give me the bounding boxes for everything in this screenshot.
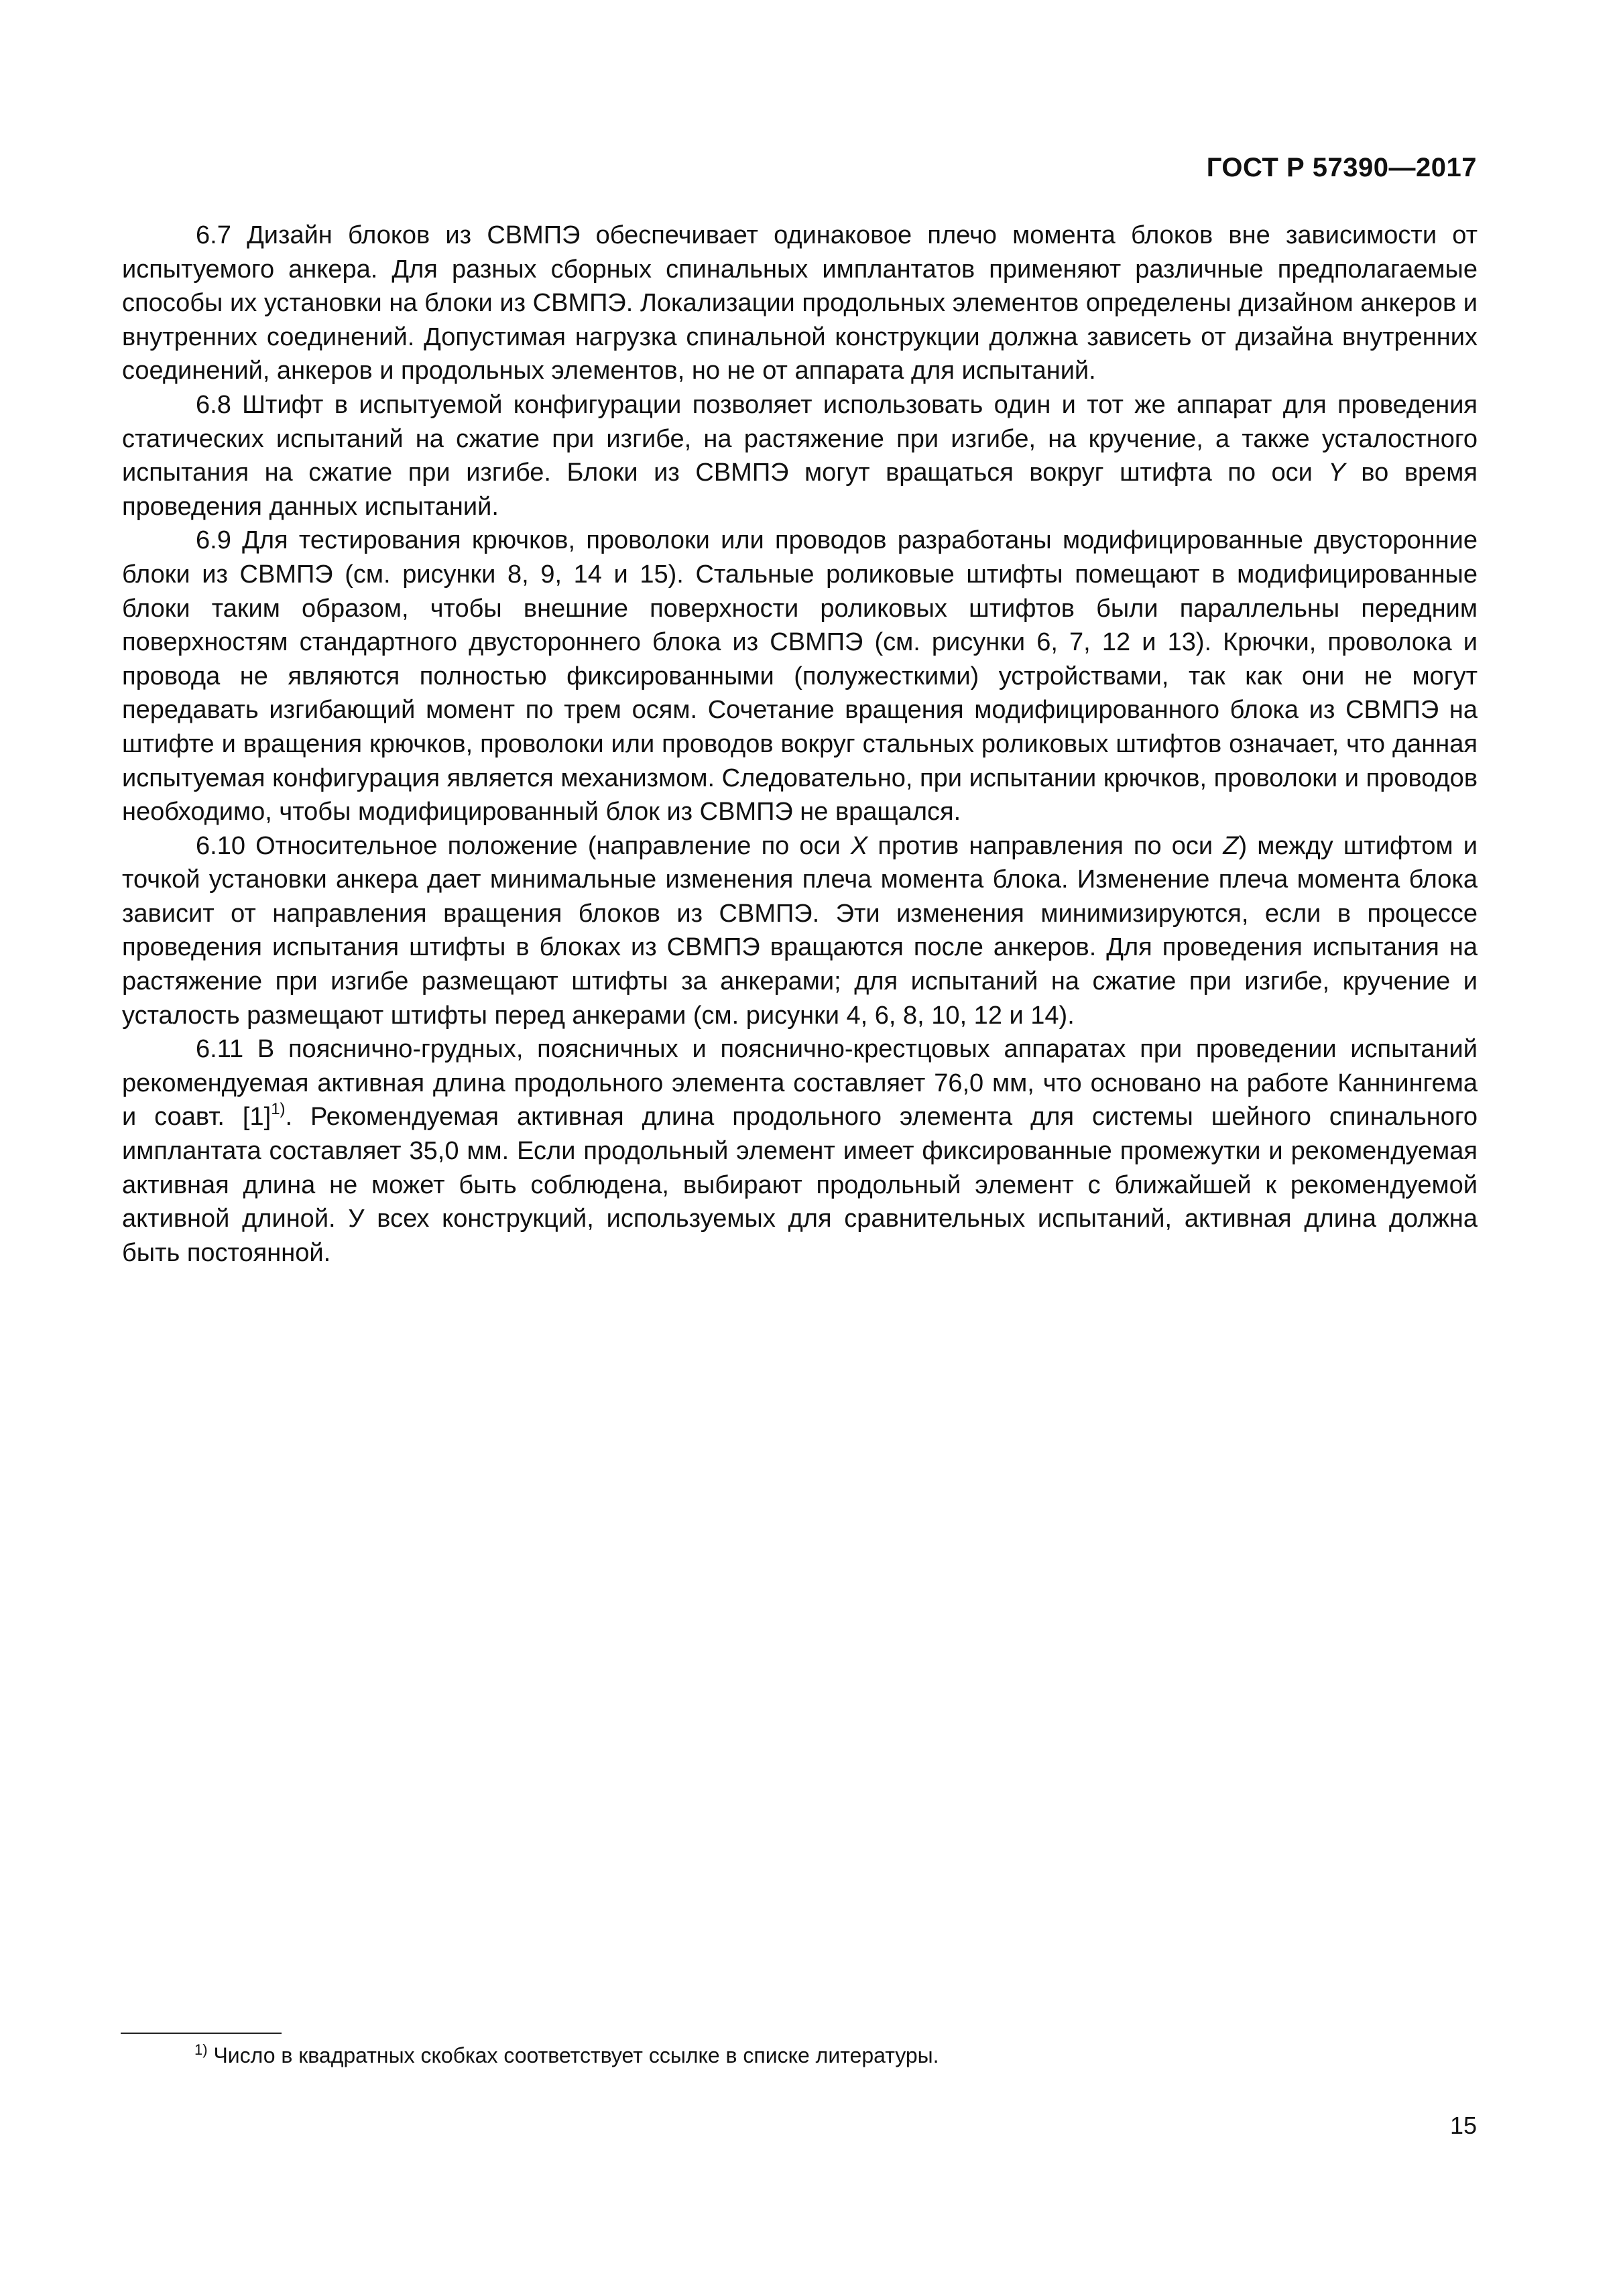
footnote-reference[interactable]: 1) bbox=[271, 1100, 286, 1119]
document-header: ГОСТ Р 57390—2017 bbox=[1206, 153, 1477, 182]
footnote bbox=[194, 2042, 939, 2069]
paragraph-6-10-part-a: 6.10 Относительное положение (направление по оси bbox=[196, 831, 851, 860]
paragraph-6-8-part-a: 6.8 Штифт в испытуемой конфигурации позволяет использовать один и тот же аппарат для проведения статических испытаний на сжатие при изгибе, на растяжение при изгибе, на кручение, а также усталостного испытания на сжатие при изгибе. Блоки из СВМПЭ могут вращаться вокруг штифта по оси bbox=[122, 390, 1478, 487]
paragraph-6-8-part-b: во время проведения данных испытаний. bbox=[122, 459, 1478, 521]
page-number: 15 bbox=[1449, 2112, 1477, 2139]
paragraph-6-10-part-c: ) между штифтом и точкой установки анкера дает минимальные изменения плеча момента блока. Изменение плеча момента блока зависит от направления вращения блоков из СВМПЭ. Эти изменения минимизируются, если в процессе проведения испытания штифты в блоках из СВМПЭ вращаются после анкеров. Для проведения испытания на растяжение при изгибе размещают штифты за анкерами; для испытаний на сжатие при изгибе, кручение и усталость размещают штифты перед анкерами (см. рисунки 4, 6, 8, 10, 12 и 14). bbox=[122, 831, 1478, 1030]
paragraph-6-8 bbox=[122, 388, 1478, 524]
paragraph-6-11-part-a: 6.11 В пояснично-грудных, поясничных и пояснично-крестцовых аппаратах при проведении испытаний рекомендуемая активная длина продольного элемента составляет 76,0 мм, что основано на работе Каннингема и соавт. [1] bbox=[122, 1035, 1478, 1132]
paragraph-6-10 bbox=[122, 829, 1478, 1033]
paragraph-6-11 bbox=[122, 1032, 1478, 1270]
footnote-marker: 1) bbox=[194, 2041, 208, 2058]
paragraph-6-7: 6.7 Дизайн блоков из СВМПЭ обеспечивает одинаковое плечо момента блоков вне зависимости от испытуемого анкера. Для разных сборных спинальных имплантатов применяют различные предполагаемые способы их установки на блоки из СВМПЭ. Локализации продольных элементов определены дизайном анкеров и внутренних соединений. Допустимая нагрузка спинальной конструкции должна зависеть от дизайна внутренних соединений, анкеров и продольных элементов, но не от аппарата для испытаний. bbox=[122, 221, 1478, 385]
axis-z-label: Z bbox=[1223, 831, 1239, 860]
paragraph-6-11-part-b: . Рекомендуемая активная длина продольного элемента для системы шейного спинального имплантата составляет 35,0 мм. Если продольный элемент имеет фиксированные промежутки и рекомендуемая активная длина не может быть соблюдена, выбирают продольный элемент с ближайшей к рекомендуемой активной длиной. У всех конструкций, используемых для сравнительных испытаний, активная длина должна быть постоянной. bbox=[122, 1103, 1478, 1267]
axis-y-label: Y bbox=[1328, 459, 1345, 487]
footnote-text: Число в квадратных скобках соответствует ссылке в списке литературы. bbox=[213, 2043, 939, 2067]
document-body bbox=[122, 219, 1478, 1270]
axis-x-label: X bbox=[850, 831, 868, 860]
paragraph-6-9: 6.9 Для тестирования крючков, проволоки или проводов разработаны модифицированные двусторонние блоки из СВМПЭ (см. рисунки 8, 9, 14 и 15). Стальные роликовые штифты помещают в модифицированные блоки таким образом, чтобы внешние поверхности роликовых штифтов были параллельны передним поверхностям стандартного двустороннего блока из СВМПЭ (см. рисунки 6, 7, 12 и 13). Крючки, проволока и провода не являются полностью фиксированными (полужесткими) устройствами, так как они не могут передавать изгибающий момент по трем осям. Сочетание вращения модифицированного блока из СВМПЭ на штифте и вращения крючков, проволоки или проводов вокруг стальных роликовых штифтов означает, что данная испытуемая конфигурация является механизмом. Следовательно, при испытании крючков, проволоки и проводов необходимо, чтобы модифицированный блок из СВМПЭ не вращался. bbox=[122, 526, 1478, 827]
paragraph-6-10-part-b: против направления по оси bbox=[867, 831, 1223, 860]
footnote-divider bbox=[121, 2033, 282, 2034]
